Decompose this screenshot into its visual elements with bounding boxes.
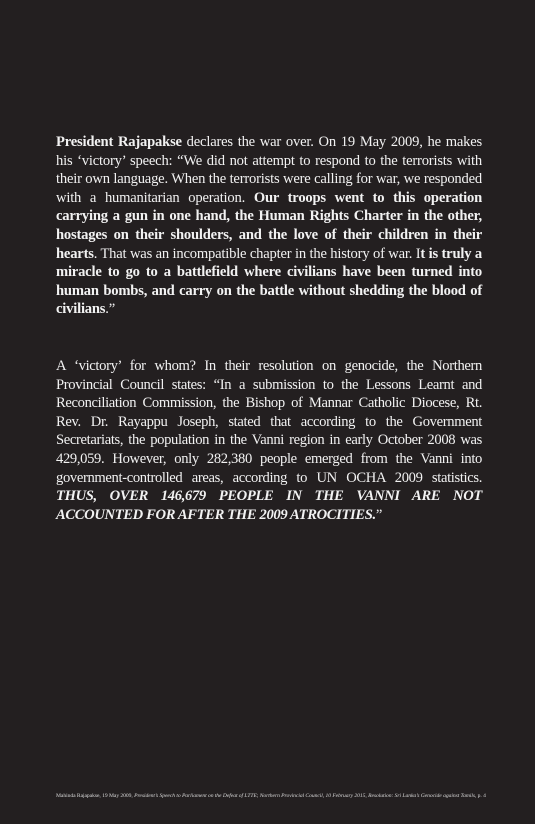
- troops-quote-bold: Our troops went to this operation carrying a gun in one hand, the Human Rights Charter in the other, hostages on their shoulders, and the love of their children in their hearts: [56, 189, 482, 262]
- footnote-page: , p. 4: [474, 793, 486, 799]
- resolution-text: A ‘victory’ for whom? In their resolution on genocide, the Northern Provincial Council states: “In a submission to the Lessons Learnt and Reconciliation Commission, the Bishop of Mannar Catholic Diocese, Rt. Rev. Dr. Rayappu Joseph, stated that according to the Government Secretariats, the population in the Vanni region in early October 2008 was 429,059. However, only 282,380 people emerged from the Vanni into government-controlled areas, according to UN OCHA 2009 statistics.: [56, 358, 482, 486]
- npc-resolution-paragraph: [56, 357, 482, 524]
- footnote-resolution-title: Northern Provincial Council, 10 February 2015, Resolution: Sri Lanka’s Genocide against Tamils: [259, 793, 475, 799]
- miracle-quote-bold: t is truly a miracle to go to a battlefield where civilians have been turned into human bombs, and carry on the battle without shedding the blood of civilians: [56, 245, 482, 318]
- source-footnote: [56, 792, 486, 800]
- footnote-separator: ;: [256, 793, 260, 799]
- quote-close-2: ”: [375, 506, 382, 523]
- footnote-speech-title: President’s Speech to Parliament on the Defeat of LTTE: [134, 793, 257, 799]
- rajapakse-speech-paragraph: [56, 133, 482, 319]
- footnote-part-1: Mahinda Rajapakse, 19 May 2009,: [56, 793, 135, 799]
- speech-intro-text: declares the war over. On 19 May 2009, he makes his ‘victory’ speech: “We did not attempt to respond to the terrorists with their own language. When the terrorists were calling for war, we responded with a humanitarian operation.: [56, 134, 483, 206]
- unaccounted-people-bold-italic: THUS, OVER 146,679 PEOPLE IN THE VANNI ARE NOT ACCOUNTED FOR AFTER THE 2009 ATROCITIES.: [56, 488, 482, 523]
- incompatible-chapter-text: . That was an incompatible chapter in the history of war. I: [93, 245, 421, 262]
- president-name-bold: President Rajapakse: [56, 134, 182, 150]
- quote-close: .”: [105, 301, 116, 318]
